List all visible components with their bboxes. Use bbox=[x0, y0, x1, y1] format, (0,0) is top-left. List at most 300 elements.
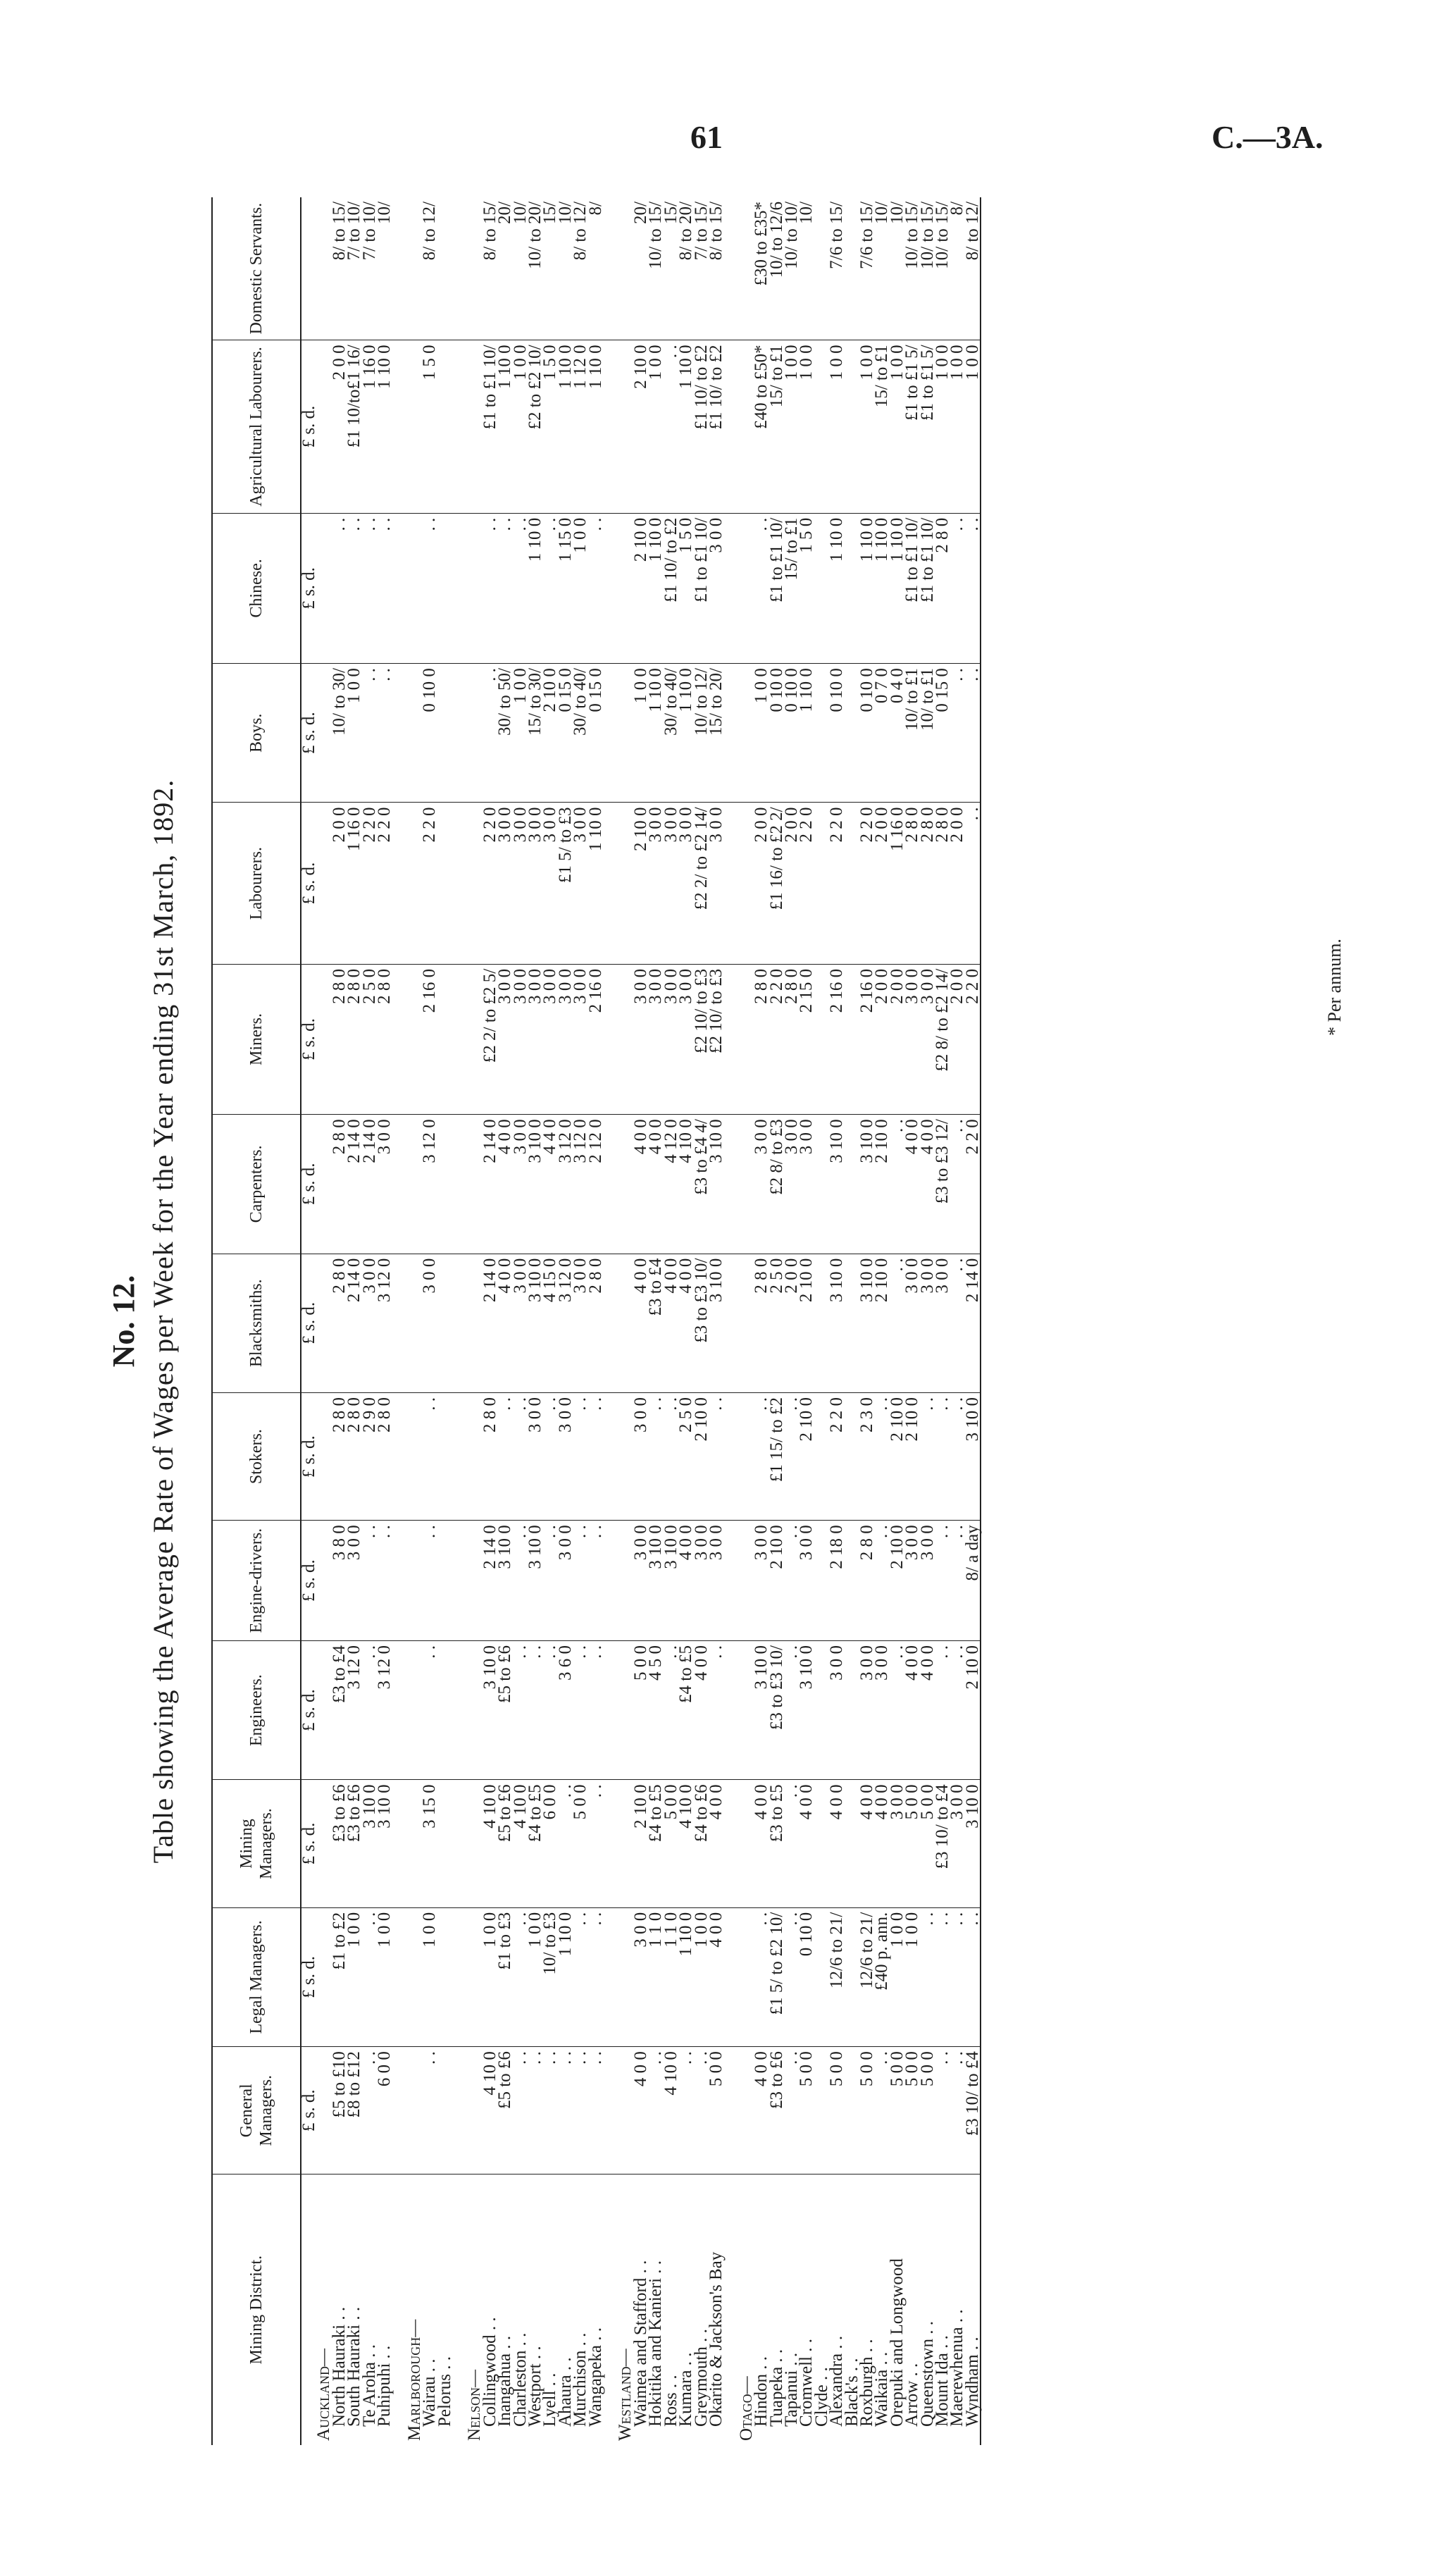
wage-cell: 1 0 0 bbox=[422, 1907, 437, 2046]
wage-cell: 1 0 0 bbox=[648, 340, 663, 513]
wage-cell: £3 to £3 12/ bbox=[935, 1115, 950, 1254]
wage-cell: £1 10/ to £2 bbox=[694, 340, 709, 513]
wage-cell bbox=[437, 1115, 452, 1254]
district-name: Waimea and Stafford . . bbox=[630, 2260, 650, 2427]
wage-cell: 3 0 0 bbox=[513, 964, 528, 1114]
wage-cell bbox=[603, 1254, 618, 1392]
wage-cell: 4 0 0 bbox=[633, 1254, 648, 1392]
wage-cell: . . bbox=[664, 1392, 678, 1520]
wage-cell: . . bbox=[920, 1392, 935, 1520]
wage-cell: 3 0 0 bbox=[664, 803, 678, 964]
wage-cell: 4 10 0 bbox=[664, 2047, 678, 2174]
wage-cell: 1 10 0 bbox=[377, 340, 392, 513]
wage-cell: 3 10 0 bbox=[528, 1521, 542, 1641]
wage-cell: . . bbox=[965, 803, 981, 964]
wage-cell: 2 10 0 bbox=[904, 1392, 919, 1520]
wage-cell: 1 10 0 bbox=[528, 513, 542, 663]
wage-cell: 2 8 0 bbox=[332, 1115, 347, 1254]
wage-cell: 1 10 0 bbox=[890, 513, 904, 663]
district-name: Alexandra . . bbox=[827, 2335, 847, 2427]
wage-cell: 4 0 0 bbox=[859, 1780, 874, 1907]
wage-cell: 2 0 0 bbox=[332, 803, 347, 964]
wage-cell: £3 to £4 bbox=[332, 1640, 347, 1779]
unit-label: £ s. d. bbox=[301, 1907, 316, 2046]
wage-cell: 2 16 0 bbox=[422, 964, 437, 1114]
district-name: South Hauraki . . bbox=[344, 2306, 364, 2427]
page-number: 61 bbox=[690, 119, 723, 155]
wage-cell: 3 0 0 bbox=[633, 1521, 648, 1641]
district-name: Clyde . . bbox=[811, 2367, 831, 2427]
wage-cell: . . bbox=[588, 1640, 603, 1779]
wage-cell: 30/ to 40/ bbox=[573, 664, 587, 803]
wage-cell: 2 2 0 bbox=[377, 803, 392, 964]
wage-cell: . . bbox=[588, 2047, 603, 2174]
district-name: Ross . . bbox=[661, 2375, 680, 2427]
wage-cell: . . bbox=[513, 1907, 528, 2046]
wage-cell: 12/6 to 21/ bbox=[859, 1907, 874, 2046]
wage-cell: 4 10 0 bbox=[483, 2047, 497, 2174]
wage-cell: 2 8 0 bbox=[920, 803, 935, 964]
wage-cell: 3 0 0 bbox=[573, 803, 587, 964]
wage-cell: 3 10 0 bbox=[829, 1115, 844, 1254]
wage-cell: 1 10 0 bbox=[648, 513, 663, 663]
footnote: * Per annum. bbox=[1324, 939, 1345, 1036]
wage-cell bbox=[723, 340, 738, 513]
wage-cell: 8/ a day bbox=[965, 1521, 981, 1641]
wage-cell: £2 10/ to £3 bbox=[694, 964, 709, 1114]
wage-cell: 5 0 0 bbox=[920, 1780, 935, 1907]
district-name: Hindon . . bbox=[752, 2356, 771, 2427]
column-header: Stokers. bbox=[212, 1392, 301, 1520]
wage-cell: £2 2/ to £2 5/ bbox=[483, 964, 497, 1114]
wage-cell: 2 14 0 bbox=[347, 1254, 361, 1392]
wage-cell: 10/ bbox=[513, 197, 528, 340]
wage-cell: 2 8 0 bbox=[904, 803, 919, 964]
wage-cell bbox=[739, 1907, 754, 2046]
wage-cell: 10/ to £1 bbox=[904, 664, 919, 803]
wage-cell bbox=[407, 1521, 422, 1641]
wage-cell: 3 0 0 bbox=[528, 1392, 542, 1520]
wage-cell: 5 0 0 bbox=[709, 2047, 723, 2174]
wage-cell: £1 10/ to £2 bbox=[664, 513, 678, 663]
wage-cell bbox=[739, 513, 754, 663]
wage-cell: . . bbox=[542, 1521, 557, 1641]
column-header: Domestic Servants. bbox=[212, 197, 301, 340]
district-name: Otago— bbox=[736, 2376, 756, 2441]
wage-cell: 1 0 0 bbox=[754, 664, 769, 803]
wage-cell: 3 0 0 bbox=[513, 1254, 528, 1392]
wage-cell: 2 10 0 bbox=[874, 1115, 889, 1254]
wage-cell: 2 10 0 bbox=[799, 1392, 814, 1520]
table-row bbox=[709, 197, 723, 2445]
wage-cell: £1 10/to£1 16/ bbox=[347, 340, 361, 513]
wage-cell: 10/ bbox=[799, 197, 814, 340]
wage-cell: 3 10 0 bbox=[664, 1521, 678, 1641]
table-title: Table showing the Average Rate of Wages per Week for the Year ending 31st March, 1892. bbox=[147, 779, 179, 1864]
wage-cell: 2 8 0 bbox=[347, 964, 361, 1114]
wage-cell: . . bbox=[422, 1521, 437, 1641]
wage-cell: . . bbox=[377, 664, 392, 803]
wage-cell: £40 p. ann. bbox=[874, 1907, 889, 2046]
wage-cell: . . bbox=[935, 2047, 950, 2174]
wage-cell: . . bbox=[542, 1392, 557, 1520]
wage-cell: £2 10/ to £3 bbox=[709, 964, 723, 1114]
wage-cell: 4 0 0 bbox=[904, 1640, 919, 1779]
wage-cell: £1 to £1 10/ bbox=[920, 513, 935, 663]
wage-cell: 2 2 0 bbox=[965, 1115, 981, 1254]
wage-cell: 1 10 0 bbox=[497, 340, 512, 513]
wage-cell: 5 0 0 bbox=[920, 2047, 935, 2174]
district-name: Maerewhenua . . bbox=[947, 2309, 967, 2427]
wage-cell: 15/ bbox=[664, 197, 678, 340]
wage-cell: 4 0 0 bbox=[829, 1780, 844, 1907]
wage-cell: 3 6 0 bbox=[558, 1640, 573, 1779]
column-header: Chinese. bbox=[212, 513, 301, 663]
wage-cell bbox=[437, 340, 452, 513]
wage-cell bbox=[407, 1640, 422, 1779]
wage-cell: . . bbox=[513, 1521, 528, 1641]
wage-cell: 10/ to 12/6 bbox=[769, 197, 784, 340]
wage-cell: 3 0 0 bbox=[497, 964, 512, 1114]
wage-cell: 0 10 0 bbox=[829, 664, 844, 803]
wage-cell: . . bbox=[664, 1640, 678, 1779]
wages-table bbox=[211, 197, 981, 2445]
wage-cell: . . bbox=[558, 1780, 573, 1907]
wage-cell: 1 10 0 bbox=[588, 803, 603, 964]
wage-cell bbox=[452, 197, 467, 340]
wage-cell: . . bbox=[362, 1521, 377, 1641]
column-header: Blacksmiths. bbox=[212, 1254, 301, 1392]
table-row bbox=[528, 197, 542, 2445]
district-name: Puhipuhi . . bbox=[375, 2345, 394, 2427]
units-row bbox=[301, 197, 316, 2445]
wage-cell: £4 to £5 bbox=[648, 1780, 663, 1907]
wage-cell bbox=[723, 964, 738, 1114]
wage-cell: 3 10 0 bbox=[483, 1640, 497, 1779]
wage-cell: £2 to £2 10/ bbox=[528, 340, 542, 513]
wage-cell: . . bbox=[784, 2047, 799, 2174]
wage-cell: 1 10 0 bbox=[558, 1907, 573, 2046]
wage-cell: 2 0 0 bbox=[950, 964, 964, 1114]
wage-cell: 8/ to 12/ bbox=[573, 197, 587, 340]
wage-cell: 4 0 0 bbox=[709, 1780, 723, 1907]
table-row bbox=[723, 197, 738, 2445]
wage-cell: . . bbox=[362, 1640, 377, 1779]
column-header: Boys. bbox=[212, 664, 301, 803]
wage-cell: 0 4 0 bbox=[890, 664, 904, 803]
wage-cell: 1 0 0 bbox=[573, 513, 587, 663]
wage-cell bbox=[603, 1640, 618, 1779]
wage-cell bbox=[739, 1392, 754, 1520]
wage-cell: 10/ bbox=[874, 197, 889, 340]
wage-cell: 3 10 0 bbox=[709, 1115, 723, 1254]
wage-cell: 8/ to 20/ bbox=[678, 197, 693, 340]
wage-cell: £3 to £6 bbox=[769, 2047, 784, 2174]
wage-cell: 3 0 0 bbox=[890, 1780, 904, 1907]
wage-cell bbox=[437, 1521, 452, 1641]
wage-cell: 3 15 0 bbox=[422, 1780, 437, 1907]
wage-cell bbox=[452, 664, 467, 803]
wage-cell: 2 8 0 bbox=[332, 1392, 347, 1520]
wage-cell: 3 0 0 bbox=[678, 803, 693, 964]
wage-cell: 3 0 0 bbox=[513, 803, 528, 964]
wage-cell: £1 5/ to £2 10/ bbox=[769, 1907, 784, 2046]
table-row bbox=[603, 197, 618, 2445]
table-body bbox=[316, 197, 981, 2445]
table-row bbox=[467, 197, 482, 2445]
wage-cell: . . bbox=[950, 1115, 964, 1254]
wage-cell: 3 0 0 bbox=[377, 1115, 392, 1254]
wage-cell: 10/ to £3 bbox=[542, 1907, 557, 2046]
wage-cell: £1 to £1 10/ bbox=[694, 513, 709, 663]
wage-cell: 1 10 0 bbox=[829, 513, 844, 663]
wage-cell: 4 0 0 bbox=[874, 1780, 889, 1907]
wage-cell: 3 8 0 bbox=[332, 1521, 347, 1641]
wage-cell bbox=[392, 513, 406, 663]
wage-cell: 2 10 0 bbox=[542, 664, 557, 803]
wage-cell: . . bbox=[648, 2047, 663, 2174]
wage-cell: 0 10 0 bbox=[799, 1907, 814, 2046]
wage-cell: 7/6 to 15/ bbox=[829, 197, 844, 340]
table-row bbox=[392, 197, 406, 2445]
unit-label: £ s. d. bbox=[301, 513, 316, 663]
wage-cell: 2 0 0 bbox=[874, 803, 889, 964]
wage-cell: 3 0 0 bbox=[784, 1115, 799, 1254]
wage-cell: 8/ to 15/ bbox=[709, 197, 723, 340]
wage-cell: . . bbox=[920, 1907, 935, 2046]
unit-label: £ s. d. bbox=[301, 1392, 316, 1520]
wage-cell: 7/ to 10/ bbox=[347, 197, 361, 340]
wage-cell: 3 12 0 bbox=[558, 1254, 573, 1392]
wage-cell: £1 to £1 5/ bbox=[920, 340, 935, 513]
wage-cell bbox=[437, 1780, 452, 1907]
wage-cell: . . bbox=[362, 1907, 377, 2046]
wage-cell: £4 to £6 bbox=[694, 1780, 709, 1907]
wage-cell: 3 10 0 bbox=[709, 1254, 723, 1392]
wage-cell: 3 0 0 bbox=[573, 964, 587, 1114]
wage-cell: . . bbox=[950, 664, 964, 803]
wage-cell: £1 to £1 10/ bbox=[904, 513, 919, 663]
wage-cell: . . bbox=[573, 1640, 587, 1779]
wage-cell: 2 5 0 bbox=[678, 1392, 693, 1520]
wage-cell: 4 15 0 bbox=[542, 1254, 557, 1392]
wage-cell: . . bbox=[890, 1254, 904, 1392]
wage-cell: 1 0 0 bbox=[694, 1907, 709, 2046]
wage-cell: 2 14 0 bbox=[483, 1254, 497, 1392]
wage-cell: . . bbox=[588, 1521, 603, 1641]
wage-cell: . . bbox=[377, 513, 392, 663]
wage-cell: 3 0 0 bbox=[904, 1254, 919, 1392]
wage-cell bbox=[392, 1392, 406, 1520]
wage-cell: £3 to £3 10/ bbox=[694, 1254, 709, 1392]
wage-cell: 3 0 0 bbox=[709, 803, 723, 964]
wage-cell: 3 10 0 bbox=[965, 1392, 981, 1520]
wage-cell bbox=[723, 2047, 738, 2174]
wage-cell: 3 10 0 bbox=[799, 1640, 814, 1779]
district-name: Kumara . . bbox=[676, 2352, 696, 2427]
wage-cell: . . bbox=[890, 1115, 904, 1254]
wage-cell: . . bbox=[935, 1392, 950, 1520]
wage-cell: £3 to £4 bbox=[648, 1254, 663, 1392]
wage-cell: 1 12 0 bbox=[573, 340, 587, 513]
wage-cell: . . bbox=[483, 664, 497, 803]
table-row bbox=[573, 197, 587, 2445]
wage-cell: . . bbox=[965, 513, 981, 663]
wage-cell: 3 12 0 bbox=[558, 1115, 573, 1254]
wage-cell: 1 10 0 bbox=[588, 340, 603, 513]
wage-cell: 1 10 0 bbox=[678, 1907, 693, 2046]
wage-cell: 2 8 0 bbox=[754, 1254, 769, 1392]
wage-cell: 10/ to 20/ bbox=[528, 197, 542, 340]
wage-cell: 3 12 0 bbox=[573, 1115, 587, 1254]
wage-cell: . . bbox=[874, 1521, 889, 1641]
wage-cell: . . bbox=[784, 1907, 799, 2046]
wage-cell: 1 0 0 bbox=[483, 1907, 497, 2046]
wage-cell: 4 0 0 bbox=[709, 1907, 723, 2046]
wage-cell bbox=[603, 513, 618, 663]
wage-cell: 2 16 0 bbox=[829, 964, 844, 1114]
wage-cell: . . bbox=[332, 513, 347, 663]
wage-cell bbox=[452, 1780, 467, 1907]
wage-cell bbox=[392, 1521, 406, 1641]
wage-cell: . . bbox=[950, 2047, 964, 2174]
wage-cell bbox=[723, 1254, 738, 1392]
district-name: Murchison . . bbox=[571, 2332, 590, 2427]
wage-cell: 4 0 0 bbox=[497, 1115, 512, 1254]
table-row bbox=[739, 197, 754, 2445]
wage-cell: 3 0 0 bbox=[754, 1115, 769, 1254]
wage-cell: 10/ to 15/ bbox=[935, 197, 950, 340]
wage-cell: 2 2 0 bbox=[362, 803, 377, 964]
wage-cell: £5 to £6 bbox=[497, 2047, 512, 2174]
wage-cell: 15/ to £1 bbox=[874, 340, 889, 513]
wage-cell: 1 0 0 bbox=[935, 340, 950, 513]
wage-cell: 15/ bbox=[542, 197, 557, 340]
wage-cell: £1 to £2 bbox=[332, 1907, 347, 2046]
wage-cell: 2 18 0 bbox=[829, 1521, 844, 1641]
wage-cell: 2 2 0 bbox=[965, 964, 981, 1114]
wage-cell bbox=[603, 664, 618, 803]
wage-cell: 1 5 0 bbox=[542, 340, 557, 513]
column-header: General Managers. bbox=[212, 2047, 301, 2174]
column-header: Agricultural Labourers. bbox=[212, 340, 301, 513]
wage-cell bbox=[437, 1907, 452, 2046]
wage-cell: 1 1 0 bbox=[664, 1907, 678, 2046]
wage-cell: . . bbox=[513, 1392, 528, 1520]
wage-cell: 10/ bbox=[890, 197, 904, 340]
wage-cell: 3 0 0 bbox=[648, 964, 663, 1114]
column-header: Miners. bbox=[212, 964, 301, 1114]
wage-cell bbox=[603, 1780, 618, 1907]
district-name: Orepuki and Longwood bbox=[887, 2258, 907, 2427]
district-name: Tuapeka . . bbox=[766, 2349, 786, 2427]
wage-cell: 2 2 0 bbox=[859, 803, 874, 964]
wage-cell: £1 to £1 10/ bbox=[769, 513, 784, 663]
wage-cell: 30/ to 40/ bbox=[664, 664, 678, 803]
wage-cell bbox=[437, 803, 452, 964]
wage-cell: . . bbox=[542, 513, 557, 663]
wage-cell: 3 0 0 bbox=[422, 1254, 437, 1392]
wage-cell: £1 to £1 10/ bbox=[483, 340, 497, 513]
wage-cell: 4 0 0 bbox=[799, 1780, 814, 1907]
wage-cell: 1 10 0 bbox=[678, 340, 693, 513]
wage-cell: 3 0 0 bbox=[754, 1521, 769, 1641]
wage-cell: 1 16 0 bbox=[347, 803, 361, 964]
wage-cell: 1 0 0 bbox=[890, 1907, 904, 2046]
wage-cell bbox=[452, 1392, 467, 1520]
wage-cell: . . bbox=[542, 1640, 557, 1779]
wage-cell: . . bbox=[347, 513, 361, 663]
wage-cell bbox=[452, 1907, 467, 2046]
wage-cell: £2 8/ to £3 bbox=[769, 1115, 784, 1254]
wage-cell bbox=[603, 803, 618, 964]
wage-cell: 2 10 0 bbox=[694, 1392, 709, 1520]
wage-cell: 3 0 0 bbox=[528, 964, 542, 1114]
wage-cell bbox=[437, 964, 452, 1114]
wage-cell: . . bbox=[935, 1640, 950, 1779]
wage-cell: £4 to £5 bbox=[678, 1640, 693, 1779]
wage-cell bbox=[723, 197, 738, 340]
wage-cell: . . bbox=[422, 1640, 437, 1779]
wage-cell: 3 0 0 bbox=[799, 1521, 814, 1641]
wage-cell: . . bbox=[558, 2047, 573, 2174]
table-row bbox=[407, 197, 422, 2445]
district-name: Wairau . . bbox=[420, 2358, 440, 2427]
wage-cell: 3 0 0 bbox=[513, 1115, 528, 1254]
wage-cell: . . bbox=[950, 513, 964, 663]
district-name: Pelorus . . bbox=[435, 2356, 454, 2427]
district-name: Greymouth . . bbox=[691, 2329, 711, 2427]
unit-label: £ s. d. bbox=[301, 1640, 316, 1779]
wage-cell: 3 0 0 bbox=[542, 964, 557, 1114]
wage-cell: 3 0 0 bbox=[528, 803, 542, 964]
wage-cell: 20/ bbox=[497, 197, 512, 340]
wage-cell: £3 10/ to £4 bbox=[965, 2047, 981, 2174]
wage-cell: . . bbox=[935, 1907, 950, 2046]
wage-cell: 2 5 0 bbox=[769, 1254, 784, 1392]
wage-cell: . . bbox=[513, 2047, 528, 2174]
wage-cell bbox=[452, 803, 467, 964]
wage-cell: . . bbox=[935, 1521, 950, 1641]
wage-cell: 2 2 0 bbox=[829, 1392, 844, 1520]
wage-cell: 2 0 0 bbox=[754, 803, 769, 964]
wage-cell: 2 10 0 bbox=[965, 1640, 981, 1779]
wage-cell: 12/6 to 21/ bbox=[829, 1907, 844, 2046]
unit-label bbox=[301, 197, 316, 340]
wage-cell: 10/ to 10/ bbox=[784, 197, 799, 340]
wage-cell: 4 0 0 bbox=[678, 1254, 693, 1392]
wage-cell: 2 0 0 bbox=[784, 803, 799, 964]
wage-cell: 6 0 0 bbox=[377, 2047, 392, 2174]
wage-cell: 2 10 0 bbox=[633, 803, 648, 964]
wage-cell: 3 0 0 bbox=[920, 964, 935, 1114]
district-name: Lyell . . bbox=[540, 2372, 560, 2427]
column-header: Carpenters. bbox=[212, 1115, 301, 1254]
wage-cell: £3 to £5 bbox=[769, 1780, 784, 1907]
wage-cell: 2 10 0 bbox=[890, 1521, 904, 1641]
wage-cell: 8/ to 15/ bbox=[332, 197, 347, 340]
wage-cell: . . bbox=[754, 1392, 769, 1520]
wage-cell: 1 0 0 bbox=[965, 340, 981, 513]
wage-cell: 2 8 0 bbox=[935, 513, 950, 663]
wage-cell: £1 10/ to £2 bbox=[709, 340, 723, 513]
wage-cell: 3 10 0 bbox=[377, 1780, 392, 1907]
wage-cell bbox=[452, 1521, 467, 1641]
wage-cell: 8/ to 15/ bbox=[483, 197, 497, 340]
wage-cell bbox=[437, 1392, 452, 1520]
wage-cell: . . bbox=[664, 340, 678, 513]
unit-label: £ s. d. bbox=[301, 803, 316, 964]
